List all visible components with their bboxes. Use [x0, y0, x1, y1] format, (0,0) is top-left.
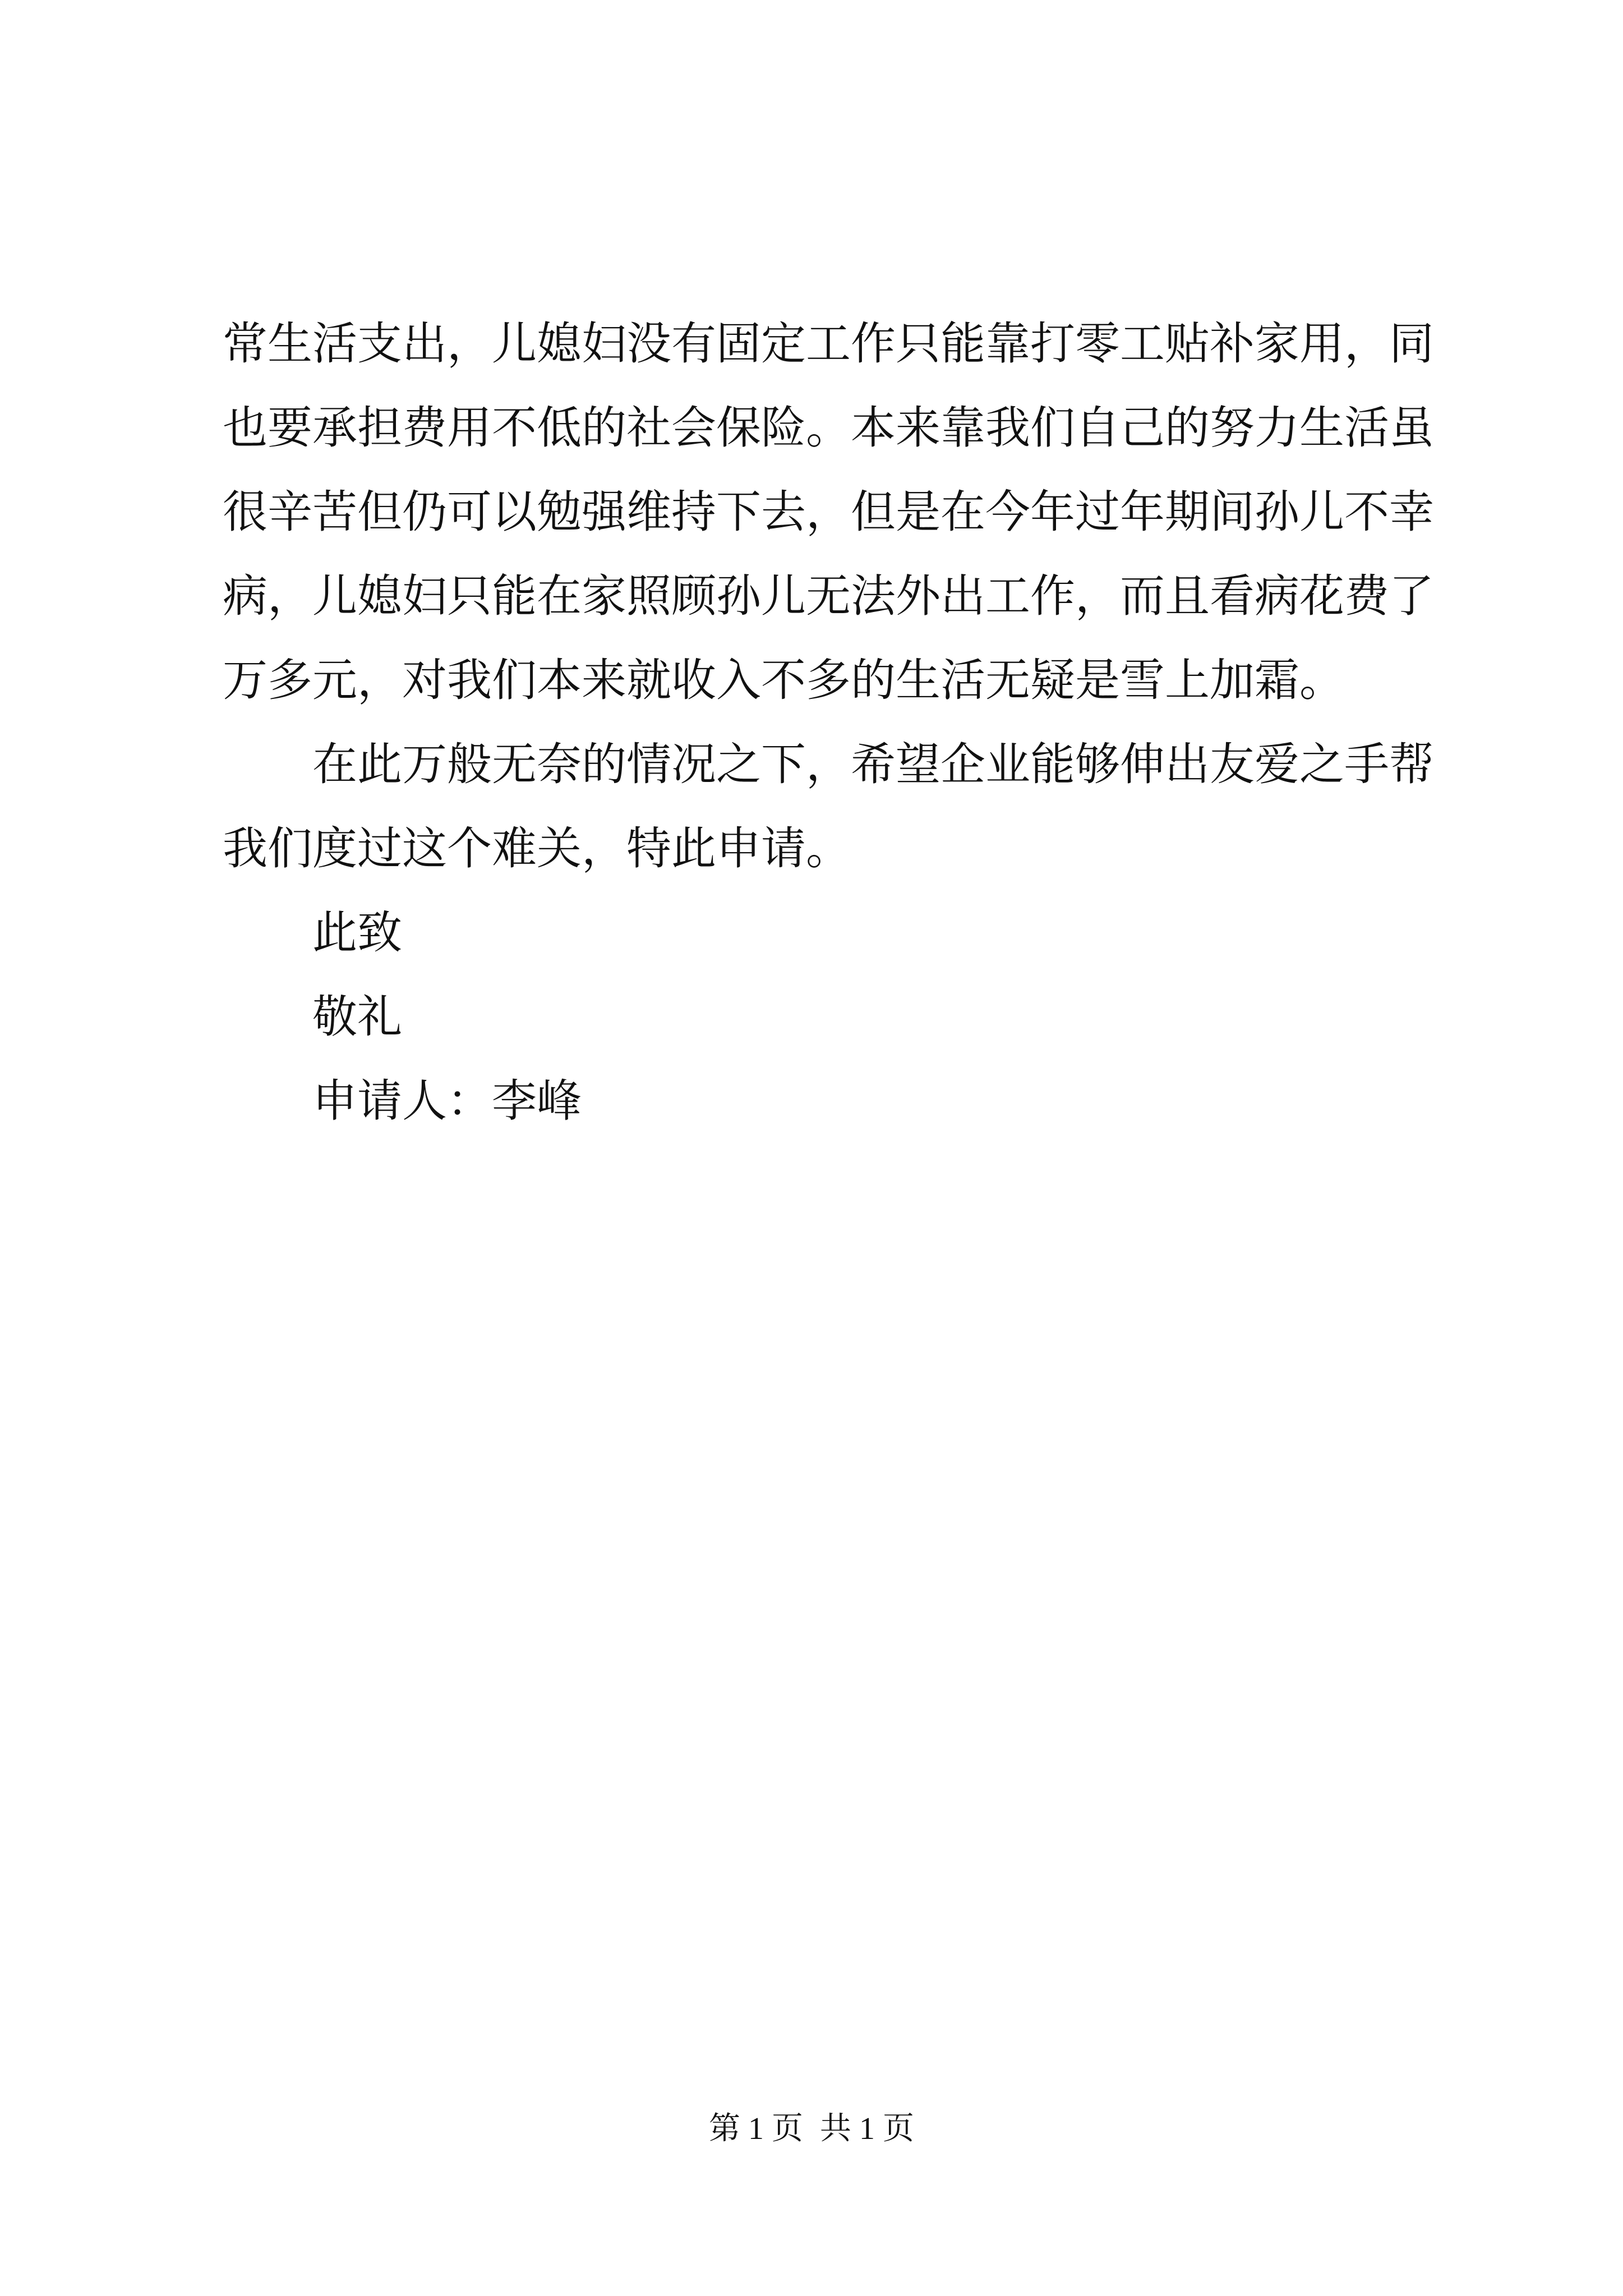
paragraph-1-line-4: 病，儿媳妇只能在家照顾孙儿无法外出工作，而且看病花费了	[223, 570, 1434, 622]
paragraph-2-line-2: 我们度过这个难关，特此申请。	[223, 822, 851, 875]
closing-salutation: 此致	[312, 907, 402, 959]
document-body	[223, 302, 1434, 1143]
applicant-signature: 申请人：李峰	[312, 1075, 582, 1127]
page-footer	[0, 2106, 1623, 2151]
closing-regards: 敬礼	[312, 991, 402, 1043]
paragraph-2-line-1: 在此万般无奈的情况之下，希望企业能够伸出友爱之手帮	[312, 738, 1434, 790]
paragraph-1-line-3: 很辛苦但仍可以勉强维持下去，但是在今年过年期间孙儿不幸	[223, 486, 1434, 538]
page-total: 共 1 页	[820, 2111, 914, 2146]
paragraph-1-line-5: 万多元，对我们本来就收入不多的生活无疑是雪上加霜。	[223, 654, 1344, 706]
paragraph-1-line-2: 也要承担费用不低的社会保险。本来靠我们自己的努力生活虽	[223, 402, 1434, 454]
paragraph-1-line-1: 常生活支出，儿媳妇没有固定工作只能靠打零工贴补家用，同	[223, 318, 1434, 370]
page-number: 第 1 页	[709, 2111, 803, 2146]
